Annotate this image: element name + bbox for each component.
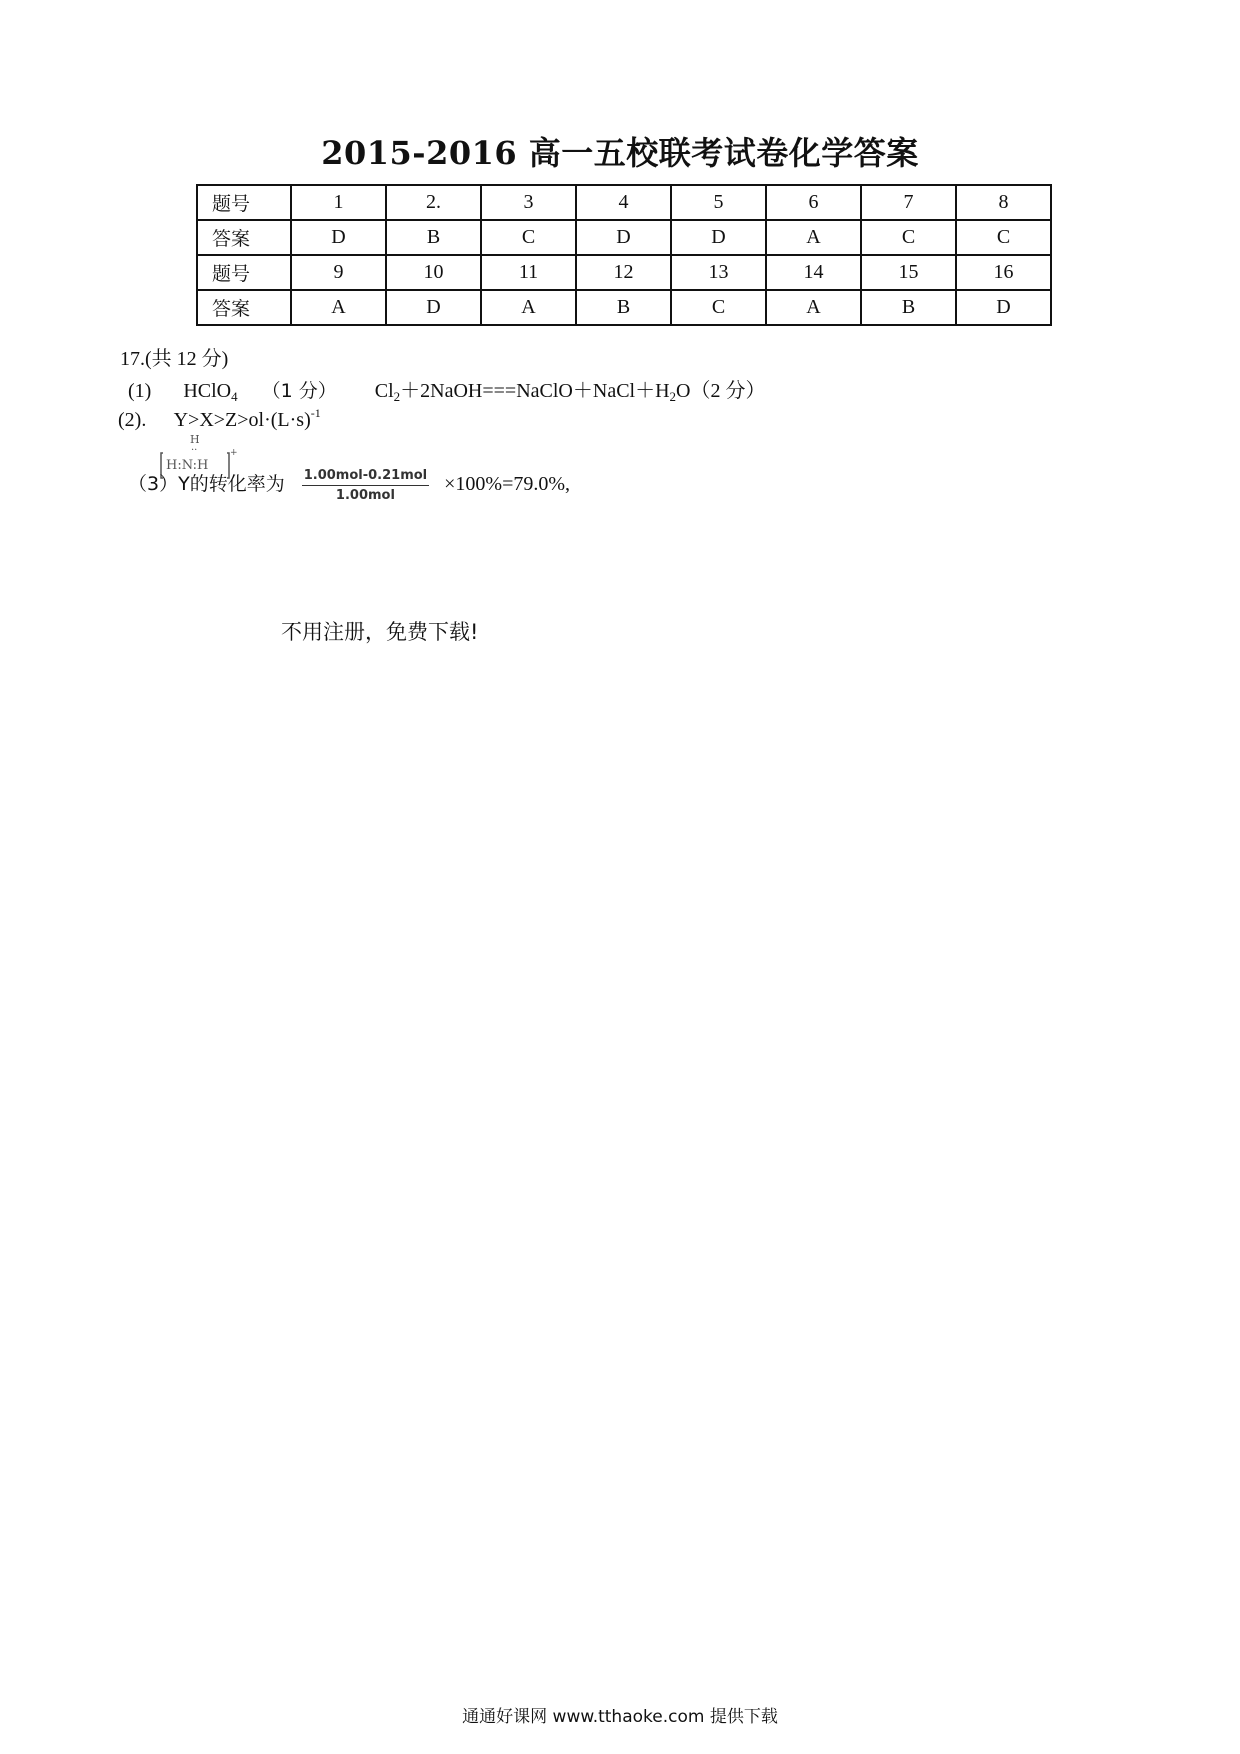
table-cell: 2. (386, 185, 481, 220)
part1-label: (1) (128, 380, 152, 402)
table-cell: A (766, 290, 861, 325)
table-cell: C (956, 220, 1051, 255)
row-header: 答案 (197, 290, 291, 325)
table-cell: D (956, 290, 1051, 325)
table-row (197, 255, 1051, 290)
svg-text:H: H (190, 433, 200, 446)
q17-heading: 17.(共 12 分) (120, 348, 229, 370)
table-cell: D (291, 220, 386, 255)
table-cell: 3 (481, 185, 576, 220)
part1-formula: HClO$_4$ (183, 380, 238, 404)
svg-text:H:N:H: H:N:H (166, 458, 209, 473)
table-row (197, 220, 1051, 255)
table-cell: 15 (861, 255, 956, 290)
table-cell: 11 (481, 255, 576, 290)
free-download-notice: 不用注册，免费下载! (281, 620, 479, 644)
part2-label: (2). (118, 409, 147, 431)
table-cell: D (576, 220, 671, 255)
table-cell: B (861, 290, 956, 325)
q17-part1 (128, 374, 766, 405)
table-cell: B (576, 290, 671, 325)
table-row (197, 185, 1051, 220)
table-cell: 8 (956, 185, 1051, 220)
table-cell: 5 (671, 185, 766, 220)
table-cell: A (766, 220, 861, 255)
table-cell: 7 (861, 185, 956, 220)
table-cell: 6 (766, 185, 861, 220)
table-cell: 9 (291, 255, 386, 290)
answer-table (196, 184, 1052, 326)
q17-part2 (118, 406, 321, 432)
row-header: 答案 (197, 220, 291, 255)
table-cell: 4 (576, 185, 671, 220)
part2-text: $Y>X>Z>ol\cdot(L\cdot s)^{-1}$ (173, 406, 321, 431)
part3-text: 的转化率为 (189, 473, 285, 496)
q17-part3 (128, 468, 570, 503)
table-cell: C (481, 220, 576, 255)
fraction-denominator: 1.00mol (335, 488, 395, 503)
table-row (197, 290, 1051, 325)
svg-text:··: ·· (191, 445, 198, 456)
part3-result: ×100%=79.0%, (444, 473, 571, 496)
footer-credit: 通通好课网 www.tthaoke.com 提供下载 (462, 1707, 778, 1727)
row-header: 题号 (197, 185, 291, 220)
table-cell: C (671, 290, 766, 325)
table-cell: D (671, 220, 766, 255)
table-cell: 10 (386, 255, 481, 290)
page-title: 2015-2016 高一五校联考试卷化学答案 (321, 134, 919, 172)
table-cell: 13 (671, 255, 766, 290)
row-header: 题号 (197, 255, 291, 290)
fraction-numerator: 1.00mol-0.21mol (302, 468, 429, 486)
conversion-fraction (302, 468, 429, 503)
table-cell: 14 (766, 255, 861, 290)
table-cell: 1 (291, 185, 386, 220)
table-cell: A (291, 290, 386, 325)
svg-text:+: + (230, 448, 238, 458)
table-cell: B (386, 220, 481, 255)
part1-score: （1 分） (261, 380, 337, 402)
table-cell: 12 (576, 255, 671, 290)
part1-equation: $Cl_2+2NaOH===NaClO+NaCl+H_2O(2$ 分） (374, 380, 766, 404)
part3-label: （3）Y (128, 473, 190, 496)
table-cell: D (386, 290, 481, 325)
table-cell: A (481, 290, 576, 325)
table-cell: C (861, 220, 956, 255)
table-cell: 16 (956, 255, 1051, 290)
